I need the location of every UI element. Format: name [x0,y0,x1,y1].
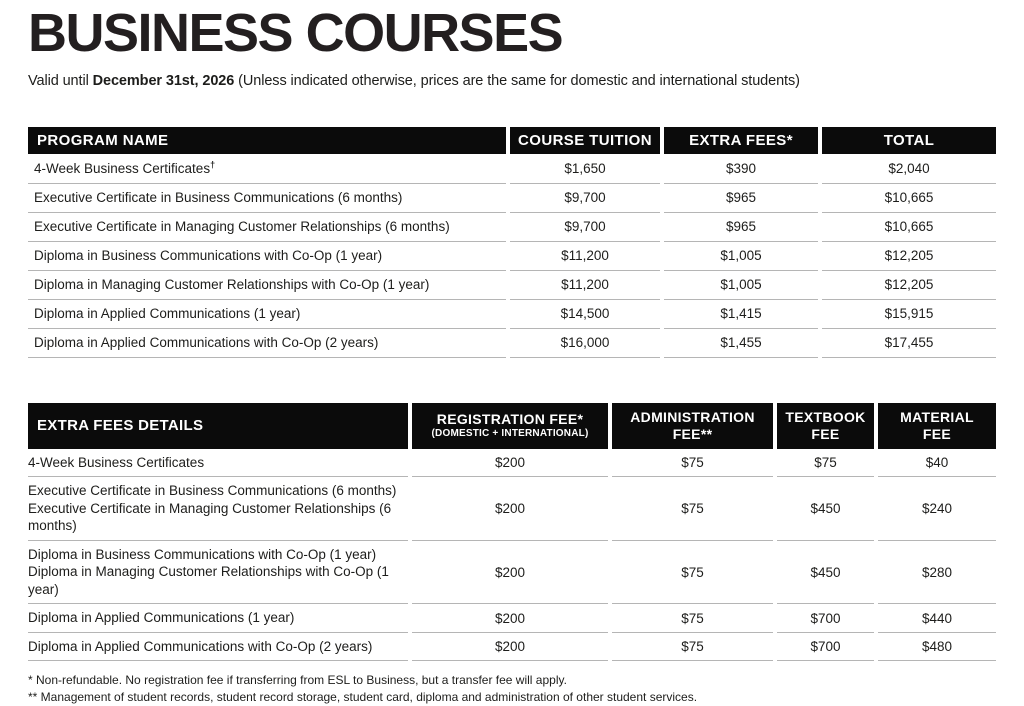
program-name-cell [28,183,508,212]
col-header-administration-fee [610,403,775,449]
registration-fee-cell: $200 [410,449,610,477]
program-name-cell [28,299,508,328]
extra-fees-cell: $965 [662,183,820,212]
total-cell: $15,915 [820,299,996,328]
program-name: Diploma in Managing Customer Relationships with Co-Op (1 year) [34,277,430,292]
registration-fee-cell: $200 [410,540,610,604]
administration-fee-cell: $75 [610,604,775,633]
material-fee-cell: $40 [876,449,996,477]
course-tuition-cell: $16,000 [508,328,662,357]
col-header-program-name: PROGRAM NAME [28,127,508,154]
pricing-table-body [28,154,996,357]
col-header-textbook-fee [775,403,876,449]
program-names-cell [28,449,410,477]
registration-fee-label: REGISTRATION FEE* [436,410,584,427]
textbook-fee-cell: $75 [775,449,876,477]
page-title: BUSINESS COURSES [28,3,563,63]
pricing-table-row [28,183,996,212]
total-cell: $10,665 [820,183,996,212]
program-names-cell [28,540,410,604]
extra-fees-cell: $390 [662,154,820,183]
program-name-cell [28,212,508,241]
validity-prefix: Valid until [28,73,93,89]
validity-note [28,73,996,89]
pricing-table-row [28,270,996,299]
col-header-material-fee [876,403,996,449]
program-name: Diploma in Business Communications with Co-Op (1 year) [28,546,377,562]
col-header-total: TOTAL [820,127,996,154]
registration-fee-cell: $200 [410,477,610,541]
extra-fees-cell: $1,005 [662,241,820,270]
extra-fees-table-header [28,403,996,449]
program-name: Diploma in Applied Communications with Co-Op (2 years) [28,638,373,654]
header-row [28,127,996,154]
program-names-cell [28,604,410,633]
footnotes [28,672,996,706]
col-header-registration-fee [410,403,610,449]
extra-fees-details-table [28,403,996,662]
registration-fee-cell: $200 [410,604,610,633]
pricing-table-row [28,241,996,270]
program-name: 4-Week Business Certificates [34,160,211,176]
extra-fees-cell: $1,005 [662,270,820,299]
course-tuition-cell: $9,700 [508,183,662,212]
course-pricing-table-header [28,127,996,154]
material-fee-cell: $280 [876,540,996,604]
program-name: Executive Certificate in Managing Customer Relationships (6 months) [28,500,392,534]
footnote-registration: * Non-refundable. No registration fee if transferring from ESL to Business, but a transfer fee will apply. [28,673,567,688]
program-footnote-mark: † [210,159,216,170]
material-fee-cell: $480 [876,632,996,661]
extra-fees-cell: $1,415 [662,299,820,328]
program-name: 4-Week Business Certificates [28,454,205,470]
administration-fee-cell: $75 [610,632,775,661]
col-header-extra-fees-details: EXTRA FEES DETAILS [28,403,410,449]
course-tuition-cell: $9,700 [508,212,662,241]
course-tuition-cell: $1,650 [508,154,662,183]
extra-fees-table-row [28,632,996,661]
textbook-fee-cell: $450 [775,477,876,541]
extra-fees-table-row [28,449,996,477]
program-name-cell [28,154,508,183]
pricing-table-row [28,154,996,183]
program-name-cell [28,328,508,357]
textbook-fee-cell: $450 [775,540,876,604]
extra-fees-cell: $1,455 [662,328,820,357]
program-name: Executive Certificate in Business Communications (6 months) [34,190,403,205]
total-cell: $2,040 [820,154,996,183]
total-cell: $12,205 [820,270,996,299]
total-cell: $12,205 [820,241,996,270]
program-names-cell [28,477,410,541]
pricing-table-row [28,299,996,328]
textbook-fee-cell: $700 [775,604,876,633]
header-row [28,403,996,449]
extra-fees-table-row [28,477,996,541]
program-name-cell [28,270,508,299]
material-fee-cell: $440 [876,604,996,633]
administration-fee-cell: $75 [610,477,775,541]
program-name: Diploma in Applied Communications (1 year) [28,610,295,626]
textbook-label-line1: TEXTBOOK [785,409,866,426]
extra-fees-table-body [28,449,996,661]
material-fee-cell: $240 [876,477,996,541]
administration-label-line2: FEE** [672,425,713,442]
pricing-table-row [28,212,996,241]
program-name: Diploma in Business Communications with Co-Op (1 year) [34,248,383,263]
program-name: Diploma in Applied Communications with Co-Op (2 years) [34,335,379,350]
material-label-line2: FEE [922,425,952,442]
total-cell: $10,665 [820,212,996,241]
col-header-course-tuition: COURSE TUITION [508,127,662,154]
textbook-fee-cell: $700 [775,632,876,661]
validity-date: December 31st, 2026 [92,73,235,89]
course-pricing-table [28,127,996,358]
program-name: Executive Certificate in Business Communications (6 months) [28,483,397,499]
textbook-label-line2: FEE [811,425,840,442]
total-cell: $17,455 [820,328,996,357]
extra-fees-table-row [28,540,996,604]
footnote-administration: ** Management of student records, student record storage, student card, diploma and administration of other student services. [28,690,698,705]
course-tuition-cell: $11,200 [508,241,662,270]
course-tuition-cell: $11,200 [508,270,662,299]
program-name-cell [28,241,508,270]
col-header-extra-fees: EXTRA FEES* [662,127,820,154]
validity-suffix: (Unless indicated otherwise, prices are the same for domestic and international students) [234,73,800,89]
material-label-line1: MATERIAL [900,409,974,426]
program-name: Diploma in Managing Customer Relationships with Co-Op (1 year) [28,564,389,597]
program-name: Executive Certificate in Managing Customer Relationships (6 months) [34,219,450,234]
program-names-cell [28,632,410,661]
registration-fee-cell: $200 [410,632,610,661]
course-tuition-cell: $14,500 [508,299,662,328]
extra-fees-cell: $965 [662,212,820,241]
extra-fees-table-row [28,604,996,633]
pricing-table-row [28,328,996,357]
program-name: Diploma in Applied Communications (1 year) [34,306,301,321]
administration-fee-cell: $75 [610,540,775,604]
registration-fee-sublabel: (DOMESTIC + INTERNATIONAL) [431,428,589,440]
administration-label-line1: ADMINISTRATION [630,409,755,426]
administration-fee-cell: $75 [610,449,775,477]
